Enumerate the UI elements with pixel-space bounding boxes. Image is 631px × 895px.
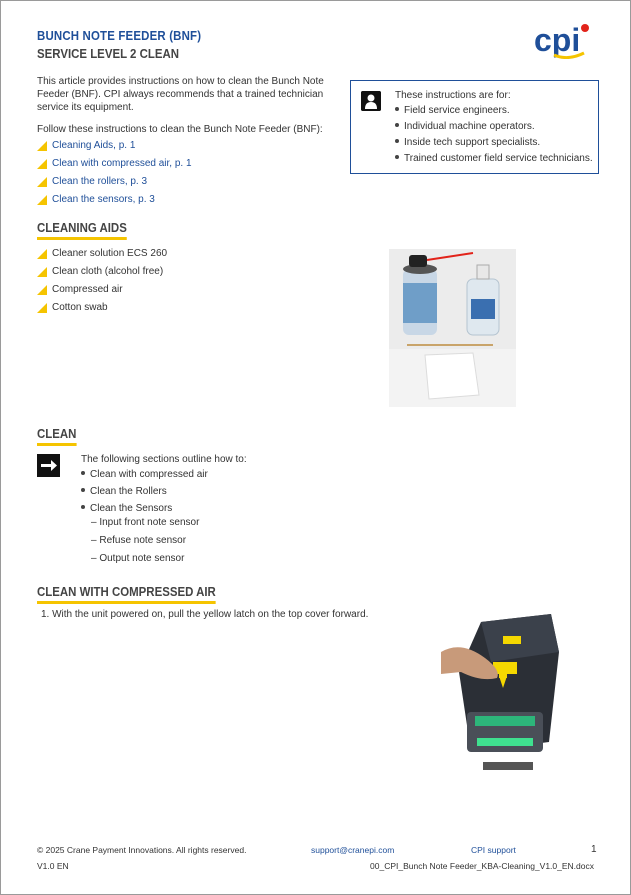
audience-list [395, 105, 593, 169]
list-item: Individual machine operators. [395, 121, 593, 137]
page-number: 1 [591, 844, 597, 855]
toc-item[interactable] [37, 140, 192, 158]
toc-link[interactable]: Cleaning Aids, p. 1 [52, 140, 136, 151]
intro-paragraph: This article provides instructions on how to clean the Bunch Note Feeder (BNF). CPI always recommends that a trained technician service its equipment. [37, 76, 324, 113]
list-item: Cleaner solution ECS 260 [37, 248, 167, 266]
list-item: – Refuse note sensor [91, 535, 187, 546]
yellow-triangle-icon [37, 177, 47, 187]
person-icon [361, 91, 381, 111]
toc-link[interactable]: Clean the rollers, p. 3 [52, 176, 148, 187]
list-item: Trained customer field service technicians. [395, 153, 593, 169]
cpi-logo [534, 21, 596, 59]
cleaning-aids-list [37, 248, 167, 320]
bnf-unit-photo [441, 612, 569, 772]
toc-item[interactable] [37, 194, 192, 212]
logo-text: cpi [534, 22, 581, 58]
clean-intro: The following sections outline how to: [81, 454, 247, 465]
yellow-triangle-icon [37, 141, 47, 151]
toc-item[interactable] [37, 176, 192, 194]
audience-info-box [350, 80, 599, 174]
list-item: Compressed air [37, 284, 167, 302]
list-item: Field service engineers. [395, 105, 593, 121]
yellow-triangle-icon [37, 303, 47, 313]
list-item: Clean the Sensors [81, 503, 208, 520]
list-item: Inside tech support specialists. [395, 137, 593, 153]
support-email-link[interactable]: support@cranepi.com [311, 845, 395, 855]
document-title: BUNCH NOTE FEEDER (BNF) [37, 28, 202, 43]
document-subtitle: SERVICE LEVEL 2 CLEAN [37, 46, 179, 61]
cpi-support-link[interactable]: CPI support [471, 845, 516, 855]
yellow-triangle-icon [37, 159, 47, 169]
clean-sections-list [81, 469, 208, 520]
toc-link[interactable]: Clean the sensors, p. 3 [52, 194, 155, 205]
toc-link[interactable]: Clean with compressed air, p. 1 [52, 158, 192, 169]
list-item: Clean cloth (alcohol free) [37, 266, 167, 284]
list-item: – Output note sensor [91, 553, 185, 564]
audience-intro: These instructions are for: [395, 90, 511, 101]
cleaning-supplies-photo [389, 249, 516, 407]
footer-copyright: © 2025 Crane Payment Innovations. All rights reserved. [37, 845, 247, 855]
cleaning-aids-heading: CLEANING AIDS [37, 220, 127, 240]
sensor-list [91, 517, 199, 571]
yellow-triangle-icon [37, 195, 47, 205]
compressed-air-heading: CLEAN WITH COMPRESSED AIR [37, 584, 216, 604]
toc-item[interactable] [37, 158, 192, 176]
list-item: Cotton swab [37, 302, 167, 320]
yellow-triangle-icon [37, 267, 47, 277]
footer-version: V1.0 EN [37, 861, 69, 871]
list-item: Clean with compressed air [81, 469, 208, 486]
yellow-triangle-icon [37, 249, 47, 259]
footer-filename: 00_CPI_Bunch Note Feeder_KBA-Cleaning_V1.0_EN.docx [370, 861, 594, 871]
follow-text: Follow these instructions to clean the Bunch Note Feeder (BNF): [37, 124, 323, 135]
yellow-triangle-icon [37, 285, 47, 295]
arrow-right-icon [37, 454, 60, 477]
list-item: – Input front note sensor [91, 517, 200, 528]
step-1-text: 1. With the unit powered on, pull the yellow latch on the top cover forward. [41, 609, 369, 620]
list-item: Clean the Rollers [81, 486, 208, 503]
toc-list [37, 140, 192, 212]
clean-heading: CLEAN [37, 426, 76, 446]
